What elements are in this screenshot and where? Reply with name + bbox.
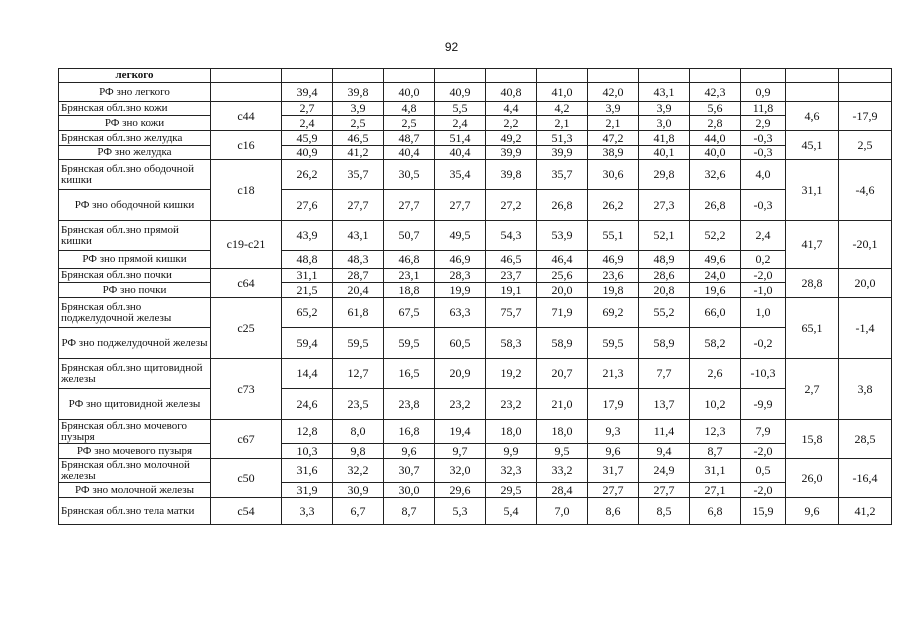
value-cell: -2,0 bbox=[741, 269, 786, 283]
value-cell: 19,4 bbox=[435, 420, 486, 444]
value-cell: 59,5 bbox=[333, 328, 384, 359]
icd-code: c50 bbox=[211, 459, 282, 498]
table-row bbox=[59, 69, 892, 83]
value-cell: 4,2 bbox=[537, 102, 588, 116]
value-cell: 14,4 bbox=[282, 359, 333, 389]
empty-cell bbox=[741, 69, 786, 83]
value-cell: 4,0 bbox=[741, 160, 786, 190]
empty-cell bbox=[384, 69, 435, 83]
value-cell: 29,6 bbox=[435, 483, 486, 498]
icd-code: c67 bbox=[211, 420, 282, 459]
value-cell: 2,4 bbox=[741, 221, 786, 251]
value-cell: -1,0 bbox=[741, 283, 786, 298]
empty-cell bbox=[690, 69, 741, 83]
value-cell: 23,7 bbox=[486, 269, 537, 283]
value-cell: 50,7 bbox=[384, 221, 435, 251]
value-cell: 0,9 bbox=[741, 83, 786, 102]
value-cell: 30,9 bbox=[333, 483, 384, 498]
value-cell: 41,0 bbox=[537, 83, 588, 102]
value-cell: 23,2 bbox=[486, 389, 537, 420]
value-cell: 67,5 bbox=[384, 298, 435, 328]
value-cell: 23,2 bbox=[435, 389, 486, 420]
table-row bbox=[59, 283, 892, 298]
value-cell: 42,3 bbox=[690, 83, 741, 102]
rf-row-label: РФ зно ободочной кишки bbox=[59, 190, 211, 221]
value-cell: 71,9 bbox=[537, 298, 588, 328]
value-cell: 28,5 bbox=[839, 420, 892, 459]
value-cell: 20,8 bbox=[639, 283, 690, 298]
value-cell: 32,0 bbox=[435, 459, 486, 483]
value-cell: 49,2 bbox=[486, 131, 537, 146]
value-cell: 43,1 bbox=[333, 221, 384, 251]
value-cell: 18,0 bbox=[537, 420, 588, 444]
value-cell: -0,3 bbox=[741, 190, 786, 221]
value-cell: 63,3 bbox=[435, 298, 486, 328]
value-cell: 40,9 bbox=[282, 146, 333, 160]
rf-row-label: РФ зно почки bbox=[59, 283, 211, 298]
table-row bbox=[59, 498, 892, 525]
incidence-table bbox=[58, 68, 892, 525]
empty-cell bbox=[537, 69, 588, 83]
value-cell: 45,9 bbox=[282, 131, 333, 146]
value-cell: -2,0 bbox=[741, 483, 786, 498]
table-row bbox=[59, 298, 892, 328]
empty-cell bbox=[211, 69, 282, 83]
value-cell: 58,2 bbox=[690, 328, 741, 359]
value-cell: -17,9 bbox=[839, 102, 892, 131]
value-cell: 35,4 bbox=[435, 160, 486, 190]
value-cell: 2,5 bbox=[384, 116, 435, 131]
value-cell: 9,9 bbox=[486, 444, 537, 459]
value-cell: 21,3 bbox=[588, 359, 639, 389]
value-cell: 46,5 bbox=[486, 251, 537, 269]
value-cell: 3,0 bbox=[639, 116, 690, 131]
value-cell: 32,2 bbox=[333, 459, 384, 483]
value-cell: 24,6 bbox=[282, 389, 333, 420]
value-cell: 15,8 bbox=[786, 420, 839, 459]
value-cell: 24,0 bbox=[690, 269, 741, 283]
value-cell bbox=[839, 83, 892, 102]
table-row bbox=[59, 328, 892, 359]
empty-cell bbox=[588, 69, 639, 83]
value-cell: 33,2 bbox=[537, 459, 588, 483]
value-cell: 8,7 bbox=[384, 498, 435, 525]
value-cell: 48,7 bbox=[384, 131, 435, 146]
value-cell: 26,2 bbox=[282, 160, 333, 190]
value-cell: 41,7 bbox=[786, 221, 839, 269]
value-cell: 40,8 bbox=[486, 83, 537, 102]
value-cell: 9,8 bbox=[333, 444, 384, 459]
value-cell: 10,3 bbox=[282, 444, 333, 459]
rf-row-label: РФ зно прямой кишки bbox=[59, 251, 211, 269]
value-cell: 8,0 bbox=[333, 420, 384, 444]
value-cell: 35,7 bbox=[333, 160, 384, 190]
value-cell: 43,1 bbox=[639, 83, 690, 102]
value-cell: 28,8 bbox=[786, 269, 839, 298]
value-cell: 3,3 bbox=[282, 498, 333, 525]
region-row-label: Брянская обл.зно желудка bbox=[59, 131, 211, 146]
region-row-label: Брянская обл.зно молочной железы bbox=[59, 459, 211, 483]
value-cell: 40,4 bbox=[384, 146, 435, 160]
value-cell: 2,5 bbox=[839, 131, 892, 160]
icd-code: c44 bbox=[211, 102, 282, 131]
icd-code: c54 bbox=[211, 498, 282, 525]
icd-code: c19-c21 bbox=[211, 221, 282, 269]
value-cell: 6,7 bbox=[333, 498, 384, 525]
value-cell: 8,6 bbox=[588, 498, 639, 525]
value-cell: 31,6 bbox=[282, 459, 333, 483]
row-label: РФ зно легкого bbox=[59, 83, 211, 102]
region-row-label: Брянская обл.зно щитовидной железы bbox=[59, 359, 211, 389]
value-cell: -10,3 bbox=[741, 359, 786, 389]
value-cell: 4,4 bbox=[486, 102, 537, 116]
region-row-label: Брянская обл.зно ободочной кишки bbox=[59, 160, 211, 190]
value-cell: 31,9 bbox=[282, 483, 333, 498]
value-cell: 46,8 bbox=[384, 251, 435, 269]
table-row bbox=[59, 146, 892, 160]
value-cell: 41,8 bbox=[639, 131, 690, 146]
value-cell: 75,7 bbox=[486, 298, 537, 328]
value-cell: 48,8 bbox=[282, 251, 333, 269]
table-row bbox=[59, 102, 892, 116]
value-cell: 21,5 bbox=[282, 283, 333, 298]
value-cell: 25,6 bbox=[537, 269, 588, 283]
value-cell: 5,5 bbox=[435, 102, 486, 116]
value-cell: 11,8 bbox=[741, 102, 786, 116]
value-cell: 46,4 bbox=[537, 251, 588, 269]
value-cell: 9,4 bbox=[639, 444, 690, 459]
value-cell: 60,5 bbox=[435, 328, 486, 359]
value-cell: 19,2 bbox=[486, 359, 537, 389]
value-cell: 27,3 bbox=[639, 190, 690, 221]
value-cell: 59,5 bbox=[588, 328, 639, 359]
value-cell: 52,1 bbox=[639, 221, 690, 251]
value-cell: 18,8 bbox=[384, 283, 435, 298]
icd-code: c18 bbox=[211, 160, 282, 221]
value-cell: 32,6 bbox=[690, 160, 741, 190]
rf-row-label: РФ зно поджелудочной железы bbox=[59, 328, 211, 359]
value-cell: 2,7 bbox=[282, 102, 333, 116]
table-row bbox=[59, 190, 892, 221]
value-cell: 2,4 bbox=[435, 116, 486, 131]
icd-code: c64 bbox=[211, 269, 282, 298]
value-cell: 19,8 bbox=[588, 283, 639, 298]
value-cell: 0,5 bbox=[741, 459, 786, 483]
value-cell: 43,9 bbox=[282, 221, 333, 251]
table-row bbox=[59, 83, 892, 102]
continued-row-label: легкого bbox=[59, 69, 211, 83]
value-cell: 49,6 bbox=[690, 251, 741, 269]
value-cell: 55,1 bbox=[588, 221, 639, 251]
value-cell: -4,6 bbox=[839, 160, 892, 221]
value-cell: 19,1 bbox=[486, 283, 537, 298]
value-cell: 7,0 bbox=[537, 498, 588, 525]
table-row bbox=[59, 420, 892, 444]
value-cell: 18,0 bbox=[486, 420, 537, 444]
value-cell: -2,0 bbox=[741, 444, 786, 459]
value-cell: 24,9 bbox=[639, 459, 690, 483]
value-cell: 8,5 bbox=[639, 498, 690, 525]
value-cell: 3,8 bbox=[839, 359, 892, 420]
value-cell: 39,4 bbox=[282, 83, 333, 102]
value-cell: 48,3 bbox=[333, 251, 384, 269]
value-cell: 3,9 bbox=[639, 102, 690, 116]
value-cell: 40,0 bbox=[384, 83, 435, 102]
value-cell: 2,4 bbox=[282, 116, 333, 131]
region-row-label: Брянская обл.зно кожи bbox=[59, 102, 211, 116]
value-cell: 26,0 bbox=[786, 459, 839, 498]
value-cell: 30,0 bbox=[384, 483, 435, 498]
table-row bbox=[59, 359, 892, 389]
value-cell: 45,1 bbox=[786, 131, 839, 160]
value-cell: 20,0 bbox=[537, 283, 588, 298]
value-cell: 55,2 bbox=[639, 298, 690, 328]
value-cell: 9,6 bbox=[588, 444, 639, 459]
value-cell: 9,7 bbox=[435, 444, 486, 459]
value-cell: -0,2 bbox=[741, 328, 786, 359]
value-cell: 9,6 bbox=[786, 498, 839, 525]
empty-cell bbox=[211, 83, 282, 102]
icd-code: c25 bbox=[211, 298, 282, 359]
value-cell: 42,0 bbox=[588, 83, 639, 102]
value-cell: 19,6 bbox=[690, 283, 741, 298]
value-cell: 41,2 bbox=[839, 498, 892, 525]
value-cell: 20,9 bbox=[435, 359, 486, 389]
value-cell: 41,2 bbox=[333, 146, 384, 160]
value-cell: 40,0 bbox=[690, 146, 741, 160]
rf-row-label: РФ зно желудка bbox=[59, 146, 211, 160]
value-cell: 59,4 bbox=[282, 328, 333, 359]
value-cell: 15,9 bbox=[741, 498, 786, 525]
value-cell: 26,2 bbox=[588, 190, 639, 221]
value-cell: 53,9 bbox=[537, 221, 588, 251]
value-cell: 2,1 bbox=[537, 116, 588, 131]
value-cell: 51,3 bbox=[537, 131, 588, 146]
value-cell: 28,7 bbox=[333, 269, 384, 283]
value-cell: 30,5 bbox=[384, 160, 435, 190]
rf-row-label: РФ зно кожи bbox=[59, 116, 211, 131]
rf-row-label: РФ зно мочевого пузыря bbox=[59, 444, 211, 459]
value-cell: 9,5 bbox=[537, 444, 588, 459]
value-cell: 23,1 bbox=[384, 269, 435, 283]
value-cell: 23,8 bbox=[384, 389, 435, 420]
value-cell: 6,8 bbox=[690, 498, 741, 525]
value-cell: 31,1 bbox=[690, 459, 741, 483]
value-cell: 39,9 bbox=[486, 146, 537, 160]
value-cell: 40,4 bbox=[435, 146, 486, 160]
table-row bbox=[59, 160, 892, 190]
value-cell: 35,7 bbox=[537, 160, 588, 190]
empty-cell bbox=[839, 69, 892, 83]
table-row bbox=[59, 444, 892, 459]
value-cell: 27,6 bbox=[282, 190, 333, 221]
value-cell: 52,2 bbox=[690, 221, 741, 251]
value-cell: 48,9 bbox=[639, 251, 690, 269]
value-cell: 29,8 bbox=[639, 160, 690, 190]
value-cell: -9,9 bbox=[741, 389, 786, 420]
value-cell: 40,9 bbox=[435, 83, 486, 102]
value-cell: 5,6 bbox=[690, 102, 741, 116]
empty-cell bbox=[282, 69, 333, 83]
value-cell: 5,4 bbox=[486, 498, 537, 525]
value-cell: -1,4 bbox=[839, 298, 892, 359]
rf-row-label: РФ зно щитовидной железы bbox=[59, 389, 211, 420]
value-cell: 47,2 bbox=[588, 131, 639, 146]
value-cell: 27,7 bbox=[639, 483, 690, 498]
value-cell: 40,1 bbox=[639, 146, 690, 160]
value-cell: 26,8 bbox=[537, 190, 588, 221]
value-cell: 23,5 bbox=[333, 389, 384, 420]
value-cell: 9,3 bbox=[588, 420, 639, 444]
value-cell: 2,2 bbox=[486, 116, 537, 131]
rf-row-label: РФ зно молочной железы bbox=[59, 483, 211, 498]
region-row-label: Брянская обл.зно поджелудочной железы bbox=[59, 298, 211, 328]
value-cell: -16,4 bbox=[839, 459, 892, 498]
value-cell: 21,0 bbox=[537, 389, 588, 420]
value-cell: 69,2 bbox=[588, 298, 639, 328]
value-cell: 51,4 bbox=[435, 131, 486, 146]
value-cell: -0,3 bbox=[741, 146, 786, 160]
value-cell: 46,9 bbox=[588, 251, 639, 269]
value-cell bbox=[786, 83, 839, 102]
value-cell: 61,8 bbox=[333, 298, 384, 328]
value-cell: 30,7 bbox=[384, 459, 435, 483]
value-cell: 10,2 bbox=[690, 389, 741, 420]
value-cell: 26,8 bbox=[690, 190, 741, 221]
empty-cell bbox=[435, 69, 486, 83]
table-row bbox=[59, 221, 892, 251]
value-cell: -20,1 bbox=[839, 221, 892, 269]
value-cell: 39,9 bbox=[537, 146, 588, 160]
value-cell: 4,8 bbox=[384, 102, 435, 116]
value-cell: 0,2 bbox=[741, 251, 786, 269]
value-cell: 39,8 bbox=[486, 160, 537, 190]
value-cell: 27,7 bbox=[588, 483, 639, 498]
value-cell: 1,0 bbox=[741, 298, 786, 328]
value-cell: 28,4 bbox=[537, 483, 588, 498]
value-cell: 44,0 bbox=[690, 131, 741, 146]
value-cell: 58,9 bbox=[537, 328, 588, 359]
value-cell: 2,9 bbox=[741, 116, 786, 131]
value-cell: 65,2 bbox=[282, 298, 333, 328]
table-row bbox=[59, 459, 892, 483]
value-cell: 12,7 bbox=[333, 359, 384, 389]
region-row-label: Брянская обл.зно прямой кишки bbox=[59, 221, 211, 251]
value-cell: 49,5 bbox=[435, 221, 486, 251]
empty-cell bbox=[486, 69, 537, 83]
value-cell: 2,6 bbox=[690, 359, 741, 389]
value-cell: 58,9 bbox=[639, 328, 690, 359]
value-cell: 31,1 bbox=[282, 269, 333, 283]
value-cell: 20,0 bbox=[839, 269, 892, 298]
value-cell: 66,0 bbox=[690, 298, 741, 328]
value-cell: 59,5 bbox=[384, 328, 435, 359]
value-cell: 7,9 bbox=[741, 420, 786, 444]
value-cell: 3,9 bbox=[333, 102, 384, 116]
value-cell: 28,3 bbox=[435, 269, 486, 283]
value-cell: 19,9 bbox=[435, 283, 486, 298]
empty-cell bbox=[639, 69, 690, 83]
value-cell: 5,3 bbox=[435, 498, 486, 525]
value-cell: 31,1 bbox=[786, 160, 839, 221]
table-row bbox=[59, 251, 892, 269]
table-row bbox=[59, 389, 892, 420]
table-row bbox=[59, 131, 892, 146]
value-cell: 7,7 bbox=[639, 359, 690, 389]
region-row-label: Брянская обл.зно почки bbox=[59, 269, 211, 283]
value-cell: 32,3 bbox=[486, 459, 537, 483]
value-cell: 27,7 bbox=[435, 190, 486, 221]
value-cell: 12,8 bbox=[282, 420, 333, 444]
value-cell: 38,9 bbox=[588, 146, 639, 160]
value-cell: 20,7 bbox=[537, 359, 588, 389]
value-cell: 9,6 bbox=[384, 444, 435, 459]
page-number: 92 bbox=[444, 40, 459, 54]
value-cell: -0,3 bbox=[741, 131, 786, 146]
value-cell: 2,8 bbox=[690, 116, 741, 131]
value-cell: 11,4 bbox=[639, 420, 690, 444]
value-cell: 17,9 bbox=[588, 389, 639, 420]
value-cell: 27,1 bbox=[690, 483, 741, 498]
value-cell: 12,3 bbox=[690, 420, 741, 444]
value-cell: 2,7 bbox=[786, 359, 839, 420]
value-cell: 3,9 bbox=[588, 102, 639, 116]
value-cell: 65,1 bbox=[786, 298, 839, 359]
value-cell: 2,5 bbox=[333, 116, 384, 131]
table-row bbox=[59, 116, 892, 131]
icd-code: c16 bbox=[211, 131, 282, 160]
table-row bbox=[59, 483, 892, 498]
value-cell: 27,2 bbox=[486, 190, 537, 221]
value-cell: 4,6 bbox=[786, 102, 839, 131]
value-cell: 8,7 bbox=[690, 444, 741, 459]
value-cell: 13,7 bbox=[639, 389, 690, 420]
value-cell: 16,8 bbox=[384, 420, 435, 444]
value-cell: 46,9 bbox=[435, 251, 486, 269]
value-cell: 46,5 bbox=[333, 131, 384, 146]
empty-cell bbox=[333, 69, 384, 83]
region-row-label: Брянская обл.зно тела матки bbox=[59, 498, 211, 525]
icd-code: c73 bbox=[211, 359, 282, 420]
value-cell: 29,5 bbox=[486, 483, 537, 498]
table-body bbox=[59, 69, 892, 525]
value-cell: 27,7 bbox=[333, 190, 384, 221]
value-cell: 27,7 bbox=[384, 190, 435, 221]
value-cell: 31,7 bbox=[588, 459, 639, 483]
value-cell: 54,3 bbox=[486, 221, 537, 251]
value-cell: 30,6 bbox=[588, 160, 639, 190]
region-row-label: Брянская обл.зно мочевого пузыря bbox=[59, 420, 211, 444]
value-cell: 39,8 bbox=[333, 83, 384, 102]
value-cell: 16,5 bbox=[384, 359, 435, 389]
value-cell: 58,3 bbox=[486, 328, 537, 359]
value-cell: 28,6 bbox=[639, 269, 690, 283]
empty-cell bbox=[786, 69, 839, 83]
value-cell: 23,6 bbox=[588, 269, 639, 283]
value-cell: 2,1 bbox=[588, 116, 639, 131]
table-row bbox=[59, 269, 892, 283]
value-cell: 20,4 bbox=[333, 283, 384, 298]
